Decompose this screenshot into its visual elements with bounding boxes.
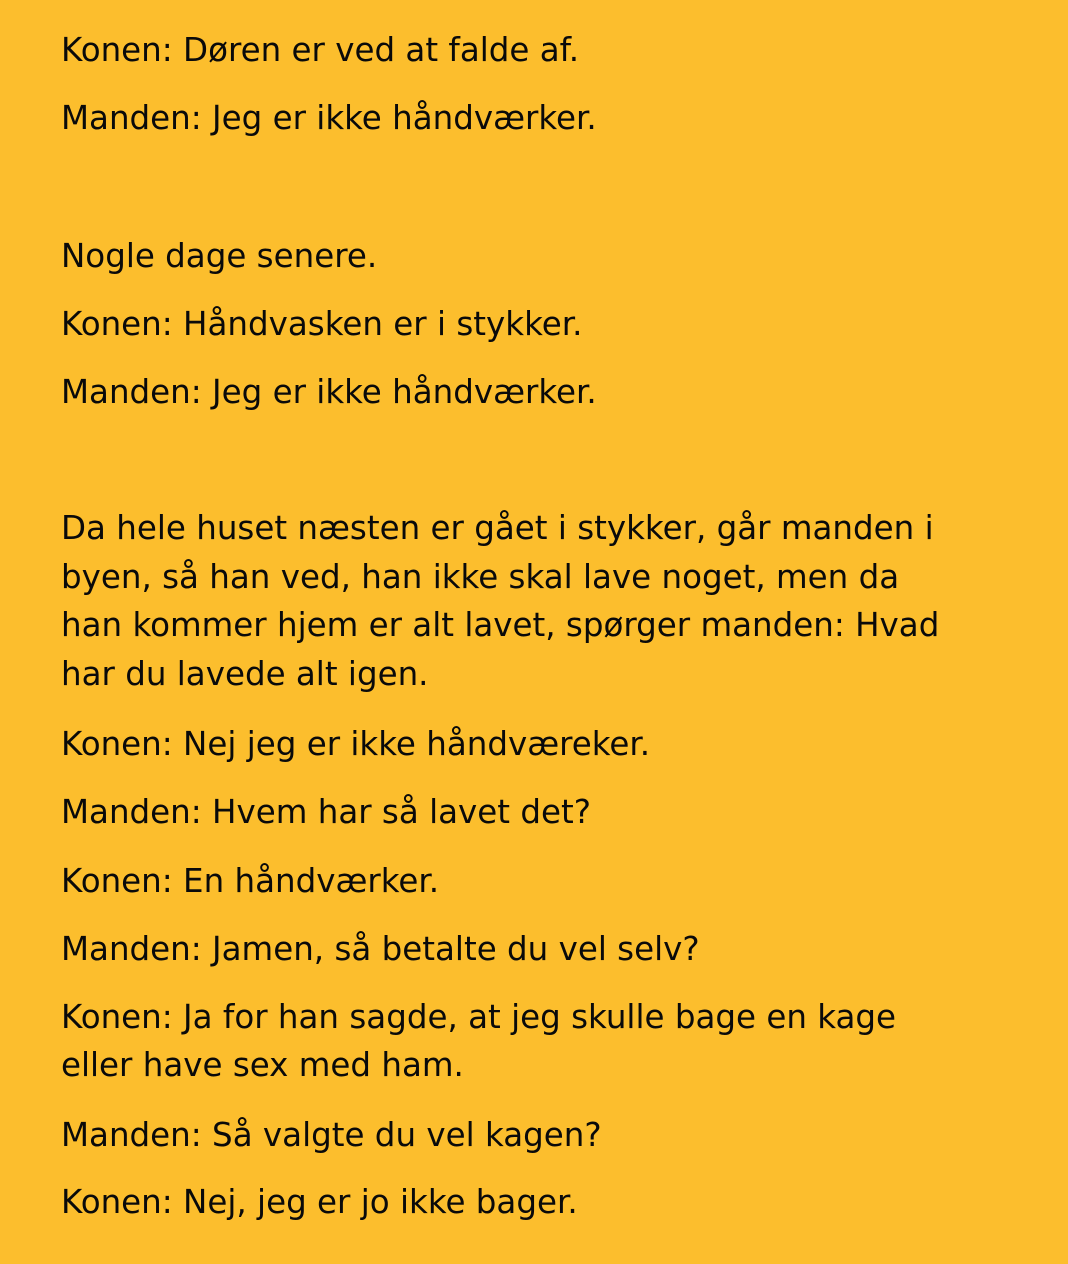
narration-paragraph-line-1: Da hele huset næsten er gået i stykker, går manden i <box>61 509 934 547</box>
dialogue-line-9-part-1: Konen: Ja for han sagde, at jeg skulle bage en kage <box>61 998 897 1036</box>
dialogue-line-10: Manden: Så valgte du vel kagen? <box>61 1116 602 1154</box>
dialogue-line-7: Konen: En håndværker. <box>61 862 440 900</box>
dialogue-line-6: Manden: Hvem har så lavet det? <box>61 793 591 831</box>
narration-paragraph-line-3: han kommer hjem er alt lavet, spørger manden: Hvad <box>61 606 940 644</box>
dialogue-line-5: Konen: Nej jeg er ikke håndværeker. <box>61 725 651 763</box>
dialogue-line-9-part-2: eller have sex med ham. <box>61 1046 464 1084</box>
dialogue-line-4: Manden: Jeg er ikke håndværker. <box>61 373 597 411</box>
dialogue-line-3: Konen: Håndvasken er i stykker. <box>61 305 583 343</box>
dialogue-line-2: Manden: Jeg er ikke håndværker. <box>61 99 597 137</box>
narration-paragraph-line-2: byen, så han ved, han ikke skal lave noget, men da <box>61 558 900 596</box>
narration-paragraph-line-4: har du lavede alt igen. <box>61 655 429 693</box>
dialogue-line-11: Konen: Nej, jeg er jo ikke bager. <box>61 1183 578 1221</box>
dialogue-line-8: Manden: Jamen, så betalte du vel selv? <box>61 930 700 968</box>
narration-line-1: Nogle dage senere. <box>61 237 378 275</box>
dialogue-line-1: Konen: Døren er ved at falde af. <box>61 31 580 69</box>
